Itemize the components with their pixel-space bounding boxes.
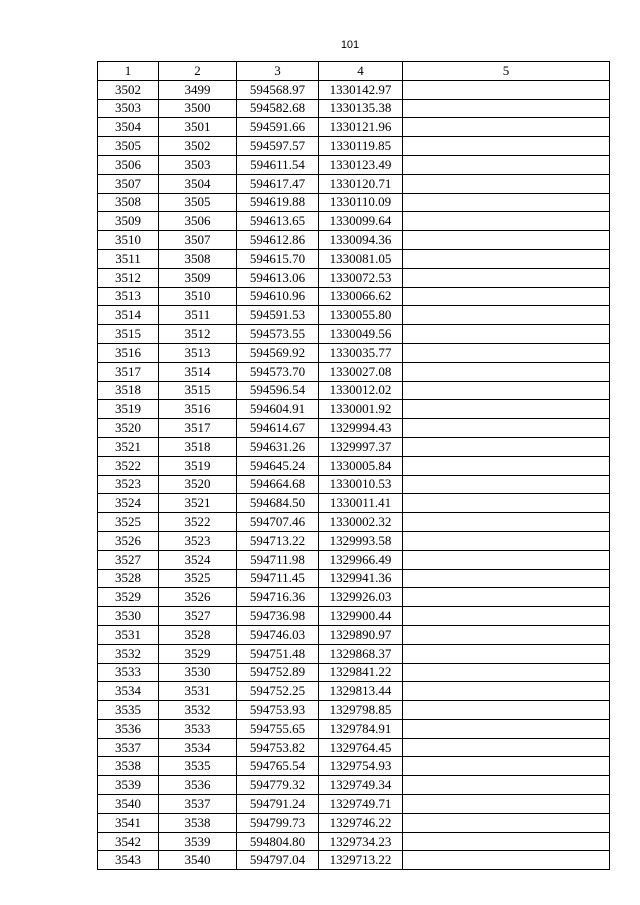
table-cell-col-3: 594573.70 (237, 362, 319, 381)
table-cell-col-2: 3501 (159, 118, 237, 137)
table-cell-col-1: 3525 (98, 513, 159, 532)
table-cell-col-5 (403, 268, 610, 287)
table-cell-col-4: 1329754.93 (319, 757, 403, 776)
table-row (98, 569, 610, 588)
table-row (98, 644, 610, 663)
table-cell-col-1: 3507 (98, 174, 159, 193)
table-row (98, 343, 610, 362)
table-cell-col-4: 1329784.91 (319, 719, 403, 738)
table-row (98, 437, 610, 456)
table-cell-col-2: 3527 (159, 607, 237, 626)
table-cell-col-2: 3531 (159, 682, 237, 701)
table-row (98, 625, 610, 644)
table-row (98, 306, 610, 325)
column-header-5: 5 (403, 62, 610, 81)
table-cell-col-5 (403, 118, 610, 137)
table-row (98, 719, 610, 738)
table-cell-col-4: 1330066.62 (319, 287, 403, 306)
table-row (98, 137, 610, 156)
table-cell-col-3: 594582.68 (237, 99, 319, 118)
table-row (98, 118, 610, 137)
table-cell-col-5 (403, 719, 610, 738)
table-row (98, 400, 610, 419)
table-cell-col-1: 3521 (98, 437, 159, 456)
table-cell-col-1: 3543 (98, 851, 159, 870)
table-cell-col-2: 3505 (159, 193, 237, 212)
table-cell-col-3: 594752.89 (237, 663, 319, 682)
table-cell-col-1: 3519 (98, 400, 159, 419)
table-row (98, 212, 610, 231)
table-cell-col-5 (403, 174, 610, 193)
table-cell-col-4: 1329997.37 (319, 437, 403, 456)
table-cell-col-3: 594736.98 (237, 607, 319, 626)
table-cell-col-1: 3523 (98, 475, 159, 494)
table-row (98, 513, 610, 532)
table-cell-col-3: 594753.93 (237, 701, 319, 720)
table-row (98, 80, 610, 99)
table-cell-col-5 (403, 644, 610, 663)
table-cell-col-4: 1330135.38 (319, 99, 403, 118)
table-cell-col-2: 3537 (159, 795, 237, 814)
table-cell-col-1: 3508 (98, 193, 159, 212)
table-cell-col-2: 3507 (159, 231, 237, 250)
table-row (98, 287, 610, 306)
table-cell-col-4: 1330010.53 (319, 475, 403, 494)
table-row (98, 419, 610, 438)
table-cell-col-1: 3533 (98, 663, 159, 682)
table-cell-col-5 (403, 569, 610, 588)
column-header-4: 4 (319, 62, 403, 81)
table-cell-col-2: 3526 (159, 588, 237, 607)
table-row (98, 588, 610, 607)
table-cell-col-5 (403, 513, 610, 532)
table-cell-col-3: 594591.66 (237, 118, 319, 137)
table-cell-col-1: 3527 (98, 550, 159, 569)
table-cell-col-5 (403, 306, 610, 325)
table-cell-col-2: 3515 (159, 381, 237, 400)
table-cell-col-2: 3508 (159, 249, 237, 268)
table-row (98, 249, 610, 268)
table-cell-col-1: 3514 (98, 306, 159, 325)
table-cell-col-5 (403, 494, 610, 513)
table-cell-col-4: 1330012.02 (319, 381, 403, 400)
table-cell-col-1: 3538 (98, 757, 159, 776)
table-cell-col-3: 594791.24 (237, 795, 319, 814)
table-cell-col-4: 1329746.22 (319, 813, 403, 832)
table-row (98, 362, 610, 381)
table-cell-col-2: 3503 (159, 155, 237, 174)
table-cell-col-1: 3535 (98, 701, 159, 720)
table-row (98, 381, 610, 400)
table-row (98, 701, 610, 720)
table-cell-col-1: 3529 (98, 588, 159, 607)
table-cell-col-2: 3540 (159, 851, 237, 870)
table-cell-col-4: 1329798.85 (319, 701, 403, 720)
table-cell-col-1: 3517 (98, 362, 159, 381)
table-cell-col-5 (403, 249, 610, 268)
table-cell-col-3: 594597.57 (237, 137, 319, 156)
table-cell-col-5 (403, 550, 610, 569)
table-row (98, 550, 610, 569)
column-header-3: 3 (237, 62, 319, 81)
table-cell-col-3: 594746.03 (237, 625, 319, 644)
table-cell-col-2: 3516 (159, 400, 237, 419)
table-cell-col-5 (403, 419, 610, 438)
table-cell-col-2: 3521 (159, 494, 237, 513)
table-cell-col-4: 1330005.84 (319, 456, 403, 475)
table-cell-col-5 (403, 437, 610, 456)
table-cell-col-1: 3541 (98, 813, 159, 832)
table-cell-col-2: 3520 (159, 475, 237, 494)
table-cell-col-1: 3526 (98, 531, 159, 550)
table-cell-col-4: 1329993.58 (319, 531, 403, 550)
table-cell-col-5 (403, 682, 610, 701)
table-cell-col-4: 1330120.71 (319, 174, 403, 193)
table-cell-col-2: 3510 (159, 287, 237, 306)
table-cell-col-5 (403, 625, 610, 644)
table-cell-col-1: 3510 (98, 231, 159, 250)
table-row (98, 832, 610, 851)
table-cell-col-5 (403, 475, 610, 494)
table-cell-col-4: 1330027.08 (319, 362, 403, 381)
table-cell-col-3: 594611.54 (237, 155, 319, 174)
table-row (98, 475, 610, 494)
table-cell-col-1: 3513 (98, 287, 159, 306)
table-cell-col-5 (403, 738, 610, 757)
table-body (98, 80, 610, 869)
table-cell-col-3: 594779.32 (237, 776, 319, 795)
table-cell-col-5 (403, 400, 610, 419)
table-cell-col-1: 3504 (98, 118, 159, 137)
table-row (98, 682, 610, 701)
table-cell-col-3: 594591.53 (237, 306, 319, 325)
table-cell-col-4: 1329713.22 (319, 851, 403, 870)
table-cell-col-4: 1329764.45 (319, 738, 403, 757)
table-cell-col-4: 1329890.97 (319, 625, 403, 644)
table-cell-col-5 (403, 343, 610, 362)
table-cell-col-1: 3522 (98, 456, 159, 475)
table-cell-col-5 (403, 212, 610, 231)
table-cell-col-3: 594568.97 (237, 80, 319, 99)
table-row (98, 193, 610, 212)
table-cell-col-3: 594713.22 (237, 531, 319, 550)
table-cell-col-1: 3509 (98, 212, 159, 231)
column-header-1: 1 (98, 62, 159, 81)
table-cell-col-3: 594617.47 (237, 174, 319, 193)
table-cell-col-2: 3536 (159, 776, 237, 795)
table-cell-col-5 (403, 832, 610, 851)
table-cell-col-4: 1329868.37 (319, 644, 403, 663)
table-cell-col-3: 594753.82 (237, 738, 319, 757)
table-row (98, 155, 610, 174)
table-row (98, 494, 610, 513)
table-cell-col-3: 594751.48 (237, 644, 319, 663)
table-cell-col-3: 594615.70 (237, 249, 319, 268)
coordinates-table (97, 61, 610, 870)
table-cell-col-2: 3525 (159, 569, 237, 588)
table-cell-col-3: 594755.65 (237, 719, 319, 738)
table-cell-col-5 (403, 155, 610, 174)
table-cell-col-3: 594645.24 (237, 456, 319, 475)
table-cell-col-1: 3520 (98, 419, 159, 438)
table-cell-col-4: 1330099.64 (319, 212, 403, 231)
table-cell-col-1: 3534 (98, 682, 159, 701)
table-cell-col-2: 3539 (159, 832, 237, 851)
table-cell-col-3: 594631.26 (237, 437, 319, 456)
table-cell-col-3: 594752.25 (237, 682, 319, 701)
table-cell-col-4: 1329966.49 (319, 550, 403, 569)
table-cell-col-2: 3499 (159, 80, 237, 99)
table-cell-col-3: 594711.45 (237, 569, 319, 588)
table-cell-col-4: 1330072.53 (319, 268, 403, 287)
table-cell-col-3: 594612.86 (237, 231, 319, 250)
table-cell-col-5 (403, 287, 610, 306)
table-cell-col-2: 3500 (159, 99, 237, 118)
table-cell-col-2: 3528 (159, 625, 237, 644)
table-cell-col-1: 3532 (98, 644, 159, 663)
table-cell-col-3: 594613.06 (237, 268, 319, 287)
table-cell-col-2: 3511 (159, 306, 237, 325)
table-cell-col-1: 3512 (98, 268, 159, 287)
table-cell-col-2: 3524 (159, 550, 237, 569)
table-cell-col-2: 3535 (159, 757, 237, 776)
table-cell-col-4: 1330001.92 (319, 400, 403, 419)
table-cell-col-3: 594797.04 (237, 851, 319, 870)
table-cell-col-4: 1330142.97 (319, 80, 403, 99)
table-row (98, 531, 610, 550)
table-cell-col-2: 3504 (159, 174, 237, 193)
table-cell-col-1: 3516 (98, 343, 159, 362)
table-cell-col-1: 3511 (98, 249, 159, 268)
table-cell-col-1: 3524 (98, 494, 159, 513)
table-cell-col-3: 594684.50 (237, 494, 319, 513)
table-cell-col-1: 3506 (98, 155, 159, 174)
table-cell-col-2: 3530 (159, 663, 237, 682)
table-cell-col-2: 3517 (159, 419, 237, 438)
table-cell-col-5 (403, 231, 610, 250)
table-cell-col-1: 3537 (98, 738, 159, 757)
table-cell-col-4: 1330094.36 (319, 231, 403, 250)
table-cell-col-4: 1329900.44 (319, 607, 403, 626)
table-cell-col-4: 1330011.41 (319, 494, 403, 513)
table-cell-col-4: 1330121.96 (319, 118, 403, 137)
table-cell-col-1: 3530 (98, 607, 159, 626)
table-row (98, 325, 610, 344)
table-cell-col-4: 1329926.03 (319, 588, 403, 607)
table-cell-col-3: 594707.46 (237, 513, 319, 532)
table-row (98, 99, 610, 118)
table-cell-col-3: 594799.73 (237, 813, 319, 832)
table-cell-col-2: 3506 (159, 212, 237, 231)
table-cell-col-3: 594604.91 (237, 400, 319, 419)
table-cell-col-3: 594765.54 (237, 757, 319, 776)
table-cell-col-4: 1330081.05 (319, 249, 403, 268)
table-header-row (98, 62, 610, 81)
table-cell-col-2: 3538 (159, 813, 237, 832)
table-cell-col-2: 3512 (159, 325, 237, 344)
table-cell-col-3: 594619.88 (237, 193, 319, 212)
table-cell-col-5 (403, 776, 610, 795)
table-cell-col-4: 1329941.36 (319, 569, 403, 588)
table-cell-col-5 (403, 325, 610, 344)
table-cell-col-4: 1329749.71 (319, 795, 403, 814)
table-cell-col-1: 3540 (98, 795, 159, 814)
table-cell-col-5 (403, 813, 610, 832)
table-cell-col-3: 594711.98 (237, 550, 319, 569)
table-cell-col-4: 1330123.49 (319, 155, 403, 174)
table-cell-col-4: 1330002.32 (319, 513, 403, 532)
table-row (98, 174, 610, 193)
table-cell-col-3: 594613.65 (237, 212, 319, 231)
table-cell-col-5 (403, 607, 610, 626)
table-row (98, 738, 610, 757)
table-cell-col-5 (403, 137, 610, 156)
table-cell-col-4: 1329994.43 (319, 419, 403, 438)
table-row (98, 776, 610, 795)
table-cell-col-2: 3522 (159, 513, 237, 532)
table-cell-col-4: 1329749.34 (319, 776, 403, 795)
table-cell-col-1: 3531 (98, 625, 159, 644)
table-cell-col-3: 594804.80 (237, 832, 319, 851)
table-cell-col-1: 3542 (98, 832, 159, 851)
table-cell-col-3: 594573.55 (237, 325, 319, 344)
table-cell-col-2: 3533 (159, 719, 237, 738)
table-cell-col-4: 1330110.09 (319, 193, 403, 212)
table-cell-col-5 (403, 193, 610, 212)
table-cell-col-2: 3529 (159, 644, 237, 663)
table-cell-col-3: 594614.67 (237, 419, 319, 438)
table-cell-col-5 (403, 531, 610, 550)
column-header-2: 2 (159, 62, 237, 81)
table-cell-col-1: 3505 (98, 137, 159, 156)
table-cell-col-2: 3514 (159, 362, 237, 381)
table-row (98, 607, 610, 626)
page-number: 101 (340, 39, 360, 51)
table-cell-col-3: 594610.96 (237, 287, 319, 306)
table-cell-col-2: 3518 (159, 437, 237, 456)
table-cell-col-1: 3503 (98, 99, 159, 118)
table-cell-col-5 (403, 588, 610, 607)
table-cell-col-2: 3502 (159, 137, 237, 156)
table-cell-col-2: 3513 (159, 343, 237, 362)
table-cell-col-1: 3502 (98, 80, 159, 99)
table-cell-col-5 (403, 80, 610, 99)
table-cell-col-4: 1329841.22 (319, 663, 403, 682)
table-cell-col-4: 1329813.44 (319, 682, 403, 701)
table-row (98, 851, 610, 870)
table-row (98, 268, 610, 287)
table-row (98, 231, 610, 250)
table-cell-col-1: 3518 (98, 381, 159, 400)
table-cell-col-5 (403, 99, 610, 118)
table-cell-col-2: 3509 (159, 268, 237, 287)
table-cell-col-2: 3523 (159, 531, 237, 550)
table-row (98, 813, 610, 832)
table-cell-col-4: 1330055.80 (319, 306, 403, 325)
table-cell-col-3: 594596.54 (237, 381, 319, 400)
table-cell-col-5 (403, 362, 610, 381)
table-cell-col-2: 3532 (159, 701, 237, 720)
table-cell-col-3: 594716.36 (237, 588, 319, 607)
table-cell-col-5 (403, 701, 610, 720)
table-cell-col-5 (403, 795, 610, 814)
table-cell-col-3: 594569.92 (237, 343, 319, 362)
table-cell-col-5 (403, 851, 610, 870)
table-cell-col-4: 1330035.77 (319, 343, 403, 362)
table-cell-col-5 (403, 456, 610, 475)
table-cell-col-1: 3536 (98, 719, 159, 738)
table-row (98, 757, 610, 776)
table-cell-col-2: 3519 (159, 456, 237, 475)
table-row (98, 795, 610, 814)
table-cell-col-5 (403, 663, 610, 682)
table-row (98, 663, 610, 682)
table-cell-col-4: 1330119.85 (319, 137, 403, 156)
table-cell-col-1: 3528 (98, 569, 159, 588)
table-cell-col-3: 594664.68 (237, 475, 319, 494)
table-cell-col-4: 1330049.56 (319, 325, 403, 344)
table-cell-col-1: 3515 (98, 325, 159, 344)
table-cell-col-2: 3534 (159, 738, 237, 757)
table-row (98, 456, 610, 475)
table-cell-col-5 (403, 381, 610, 400)
table-cell-col-5 (403, 757, 610, 776)
table-cell-col-4: 1329734.23 (319, 832, 403, 851)
table-cell-col-1: 3539 (98, 776, 159, 795)
